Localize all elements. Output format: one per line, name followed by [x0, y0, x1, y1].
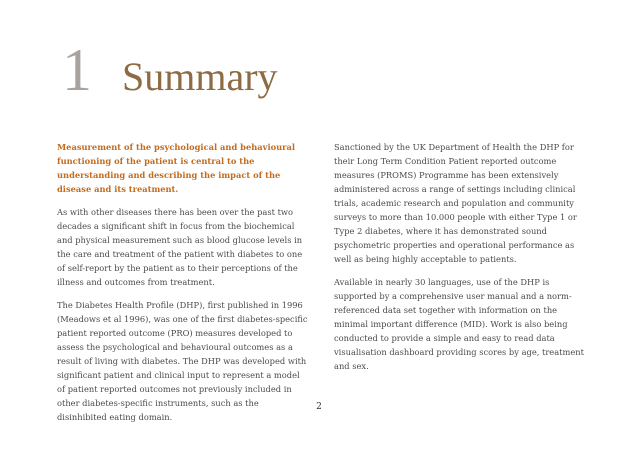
body-paragraph: Available in nearly 30 languages, use of the DHP is supported by a comprehensive user manual and a norm-referenced data set together with information on the minimal important difference (MID). Work is also being conducted to provide a simple and easy to read data visualisation dashboard providing scores by age, treatment and sex.	[334, 277, 584, 371]
page-number: 2	[316, 402, 322, 412]
body-paragraph: As with other diseases there has been over the past two decades a significant shift in focus from the biochemical and physical measurement such as blood glucose levels in the care and treatment of the patient with diabetes to one of self-report by the patient as to their perceptions of the illness and outcomes from treatment.	[57, 207, 303, 287]
body-paragraph: The Diabetes Health Profile (DHP), first published in 1996 (Meadows et al 1996), was one of the first diabetes-specific patient reported outcome (PRO) measures developed to assess the psychological and behavioural outcomes as a result of living with diabetes. The DHP was developed with significant patient and clinical input to represent a model of patient reported outcomes not previously included in other diabetes-specific instruments, such as the disinhibited eating domain.	[57, 300, 308, 422]
section-title: Summary	[122, 54, 278, 99]
left-column	[57, 140, 309, 433]
section-number: 1	[62, 37, 92, 103]
lead-paragraph: Measurement of the psychological and behavioural functioning of the patient is central to the understanding and describing the impact of the disease and its treatment.	[57, 142, 296, 194]
right-column	[334, 140, 586, 382]
body-paragraph: Sanctioned by the UK Department of Health the DHP for their Long Term Condition Patient reported outcome measures (PROMS) Programme has been extensively administered across a range of settings including clinical trials, academic research and population and community surveys to more than 10.000 people with either Type 1 or Type 2 diabetes, where it has demonstrated sound psychometric properties and operational performance as well as being highly acceptable to patients.	[334, 142, 577, 264]
section-heading	[62, 37, 278, 107]
